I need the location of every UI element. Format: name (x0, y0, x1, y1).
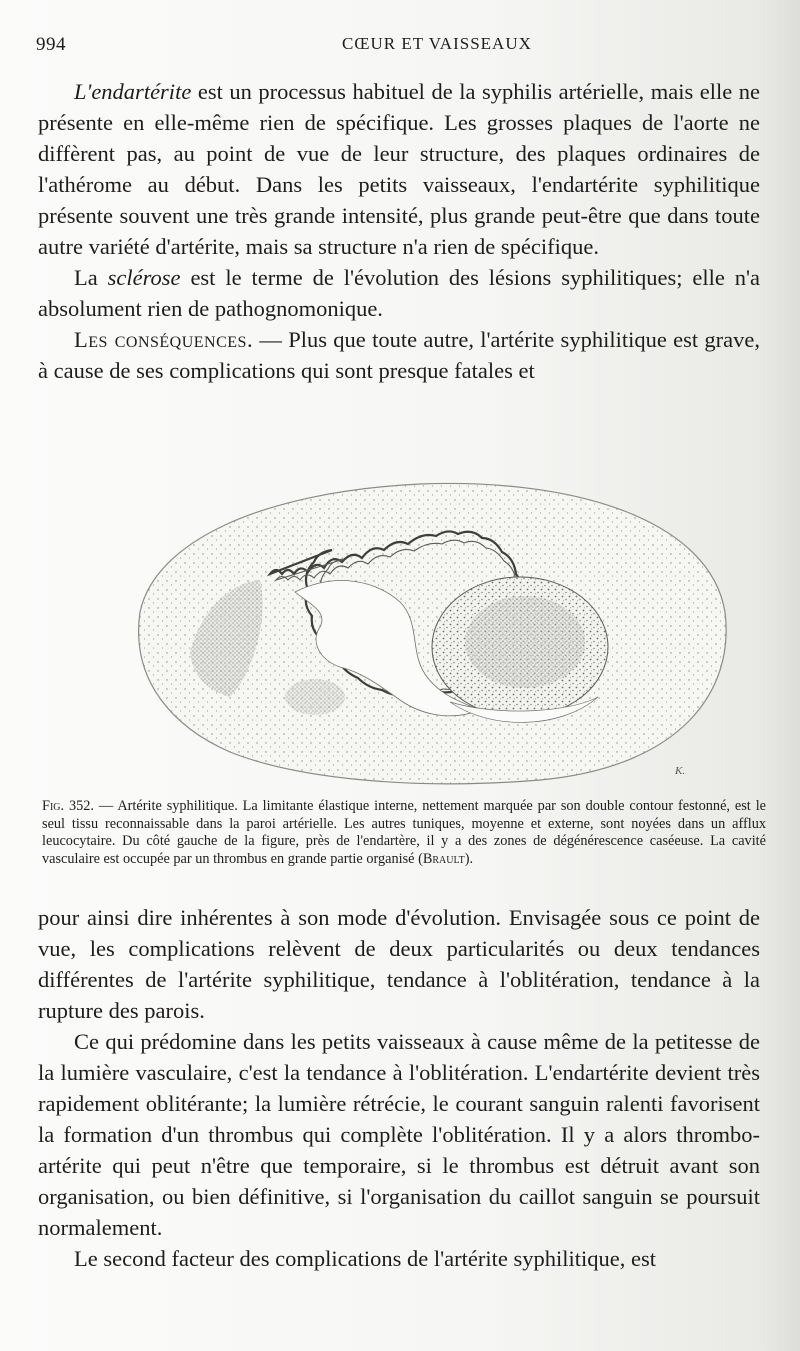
paragraph-continuation: pour ainsi dire inhérentes à son mode d'évolution. Envisagée sous ce point de vue, les complications relèvent de deux particularités ou deux tendances différentes de l'artérite syphilitique, tendance à l'oblitération, tendance à la rupture des parois. (38, 905, 760, 1023)
paragraph-sclerose-text: est le terme de l'évolution des lésions syphilitiques; elle n'a absolument rien de pathognomonique. (38, 265, 761, 321)
term-endarterite: L'endartérite (74, 79, 192, 104)
page-header (36, 34, 776, 60)
caption-label: Fig. 352. (42, 798, 95, 814)
paragraph-second-factor: Le second facteur des complications de l'artérite syphilitique, est (74, 1246, 656, 1271)
paragraph-sclerose-start: La (74, 265, 108, 290)
caption-author: Brault (422, 850, 465, 867)
artery-cross-section-illustration (120, 462, 740, 792)
term-sclerose: sclérose (107, 265, 181, 290)
caption-body: — Artérite syphilitique. La limitante élastique interne, nettement marquée par son double contour festonné, est le seul tissu reconnaissable dans la paroi artérielle. Les autres tuniques, moyenne et externe, sont noyées dans un afflux leucocytaire. Du côté gauche de la figure, près de l'endartère, il y a des zones de dégénérescence caséeuse. La cavité vasculaire est occupée par un thrombus en grande partie organisé ( (42, 798, 767, 867)
paragraph-sclerose (38, 262, 760, 324)
figure-arterite-engraving (120, 462, 740, 792)
paragraph-consequences (38, 324, 760, 386)
figure-caption (42, 798, 766, 868)
top-text-block (38, 76, 760, 386)
caption-end: ). (464, 850, 474, 867)
heading-consequences: Les conséquences. (74, 327, 254, 352)
paragraph-endarterite-text: est un processus habituel de la syphilis artérielle, mais elle ne présente en elle-même rien de spécifique. Les grosses plaques de l'aorte ne diffèrent pas, au point de vue de leur structure, des plaques ordinaires de l'athérome au début. Dans les petits vaisseaux, l'endartérite syphilitique présente souvent une très grande intensité, plus grande peut-être que dans toute autre variété d'artérite, mais sa structure n'a rien de spécifique. (38, 79, 760, 259)
paragraph-obliteration: Ce qui prédomine dans les petits vaisseaux à cause même de la petitesse de la lumière vasculaire, c'est la tendance à l'oblitération. L'endartérite devient très rapidement oblitérante; la lumière rétrécie, le courant sanguin ralenti favorisent la formation d'un thrombus qui complète l'oblitération. Il y a alors thrombo-artérite qui peut n'être que temporaire, si le thrombus est détruit avant son organisation, ou bien définitive, si l'organisation du caillot sanguin se poursuit normalement. (38, 1029, 760, 1240)
leucocyte-zone (285, 679, 345, 715)
paragraph-consequences-text: — Plus que toute autre, l'artérite syphilitique est grave, à cause de ses complications qui sont presque fatales et (38, 327, 760, 383)
bottom-text-block (38, 902, 760, 1274)
caption-text (42, 798, 766, 868)
running-title: CŒUR ET VAISSEAUX (342, 34, 532, 53)
paragraph-endarterite (38, 76, 760, 262)
engraver-signature: K. (675, 765, 686, 777)
page-number: 994 (36, 34, 66, 55)
thrombus-core (465, 596, 585, 688)
